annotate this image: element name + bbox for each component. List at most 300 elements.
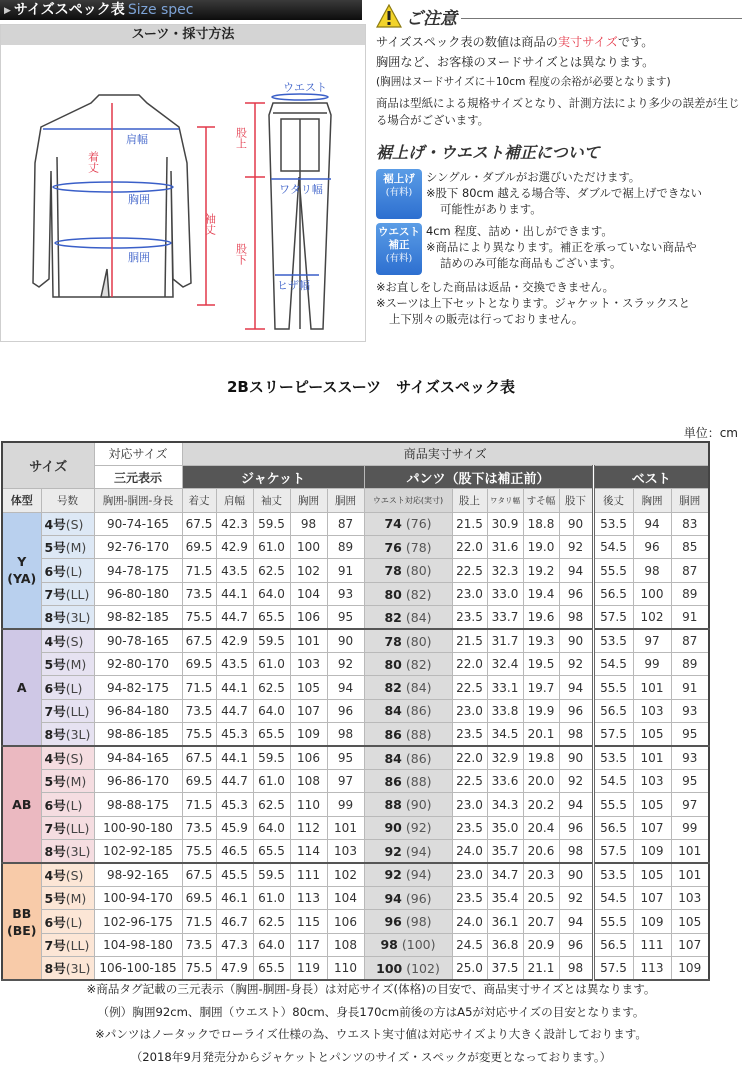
- pants-hem-cell: 19.7: [523, 676, 559, 699]
- vest-length-cell: 55.5: [593, 793, 633, 816]
- table-row: [2, 559, 709, 582]
- table-row: [2, 606, 709, 629]
- pants-thigh-cell: 35.7: [487, 840, 523, 863]
- pants-rise-cell: 23.0: [452, 793, 487, 816]
- pants-waist-cell: 92 (94): [364, 840, 452, 863]
- vest-chest-cell: 94: [633, 512, 671, 535]
- jacket-shoulder-cell: 44.1: [216, 746, 253, 769]
- vest-chest-cell: 109: [633, 910, 671, 933]
- jacket-sleeve-cell: 61.0: [253, 769, 290, 792]
- vest-length-cell: 57.5: [593, 606, 633, 629]
- jacket-chest-cell: 119: [290, 957, 327, 980]
- size-number-cell: 6号(L): [41, 676, 94, 699]
- jacket-length-cell: 73.5: [182, 699, 216, 722]
- jacket-chest-cell: 106: [290, 606, 327, 629]
- jacket-length-cell: 67.5: [182, 512, 216, 535]
- jacket-shoulder-cell: 44.7: [216, 769, 253, 792]
- pants-waist-cell: 76 (78): [364, 536, 452, 559]
- pants-inseam-cell: 90: [559, 512, 593, 535]
- jacket-shoulder-cell: 44.7: [216, 699, 253, 722]
- jacket-length-cell: 75.5: [182, 606, 216, 629]
- jacket-length-cell: 69.5: [182, 886, 216, 909]
- section-header: [0, 0, 362, 20]
- size-number-cell: 4号(S): [41, 746, 94, 769]
- pants-rise-cell: 22.5: [452, 676, 487, 699]
- waist-text: 4cm 程度、詰め・出しができます。 ※商品により異なります。補正を承っていない商品や 詰めのみ可能な商品もございます。: [426, 224, 697, 270]
- vest-chest-cell: 103: [633, 699, 671, 722]
- vest-length-cell: 57.5: [593, 723, 633, 746]
- jacket-sleeve-cell: 61.0: [253, 536, 290, 559]
- table-row: [2, 512, 709, 535]
- pants-inseam-cell: 98: [559, 957, 593, 980]
- jacket-waist-cell: 104: [327, 886, 364, 909]
- alteration-title: 裾上げ・ウエスト補正について: [376, 143, 600, 162]
- jacket-waist-cell: 95: [327, 746, 364, 769]
- three-dim-cell: 104-98-180: [94, 933, 182, 956]
- vest-waist-cell: 97: [671, 793, 709, 816]
- jacket-waist-cell: 99: [327, 793, 364, 816]
- pants-hem-cell: 19.0: [523, 536, 559, 559]
- jacket-shoulder-cell: 45.5: [216, 863, 253, 886]
- vest-length-cell: 54.5: [593, 653, 633, 676]
- label-chest: 胸囲: [128, 193, 150, 206]
- pants-rise-cell: 23.0: [452, 582, 487, 605]
- pants-inseam-cell: 92: [559, 886, 593, 909]
- jacket-length-cell: 73.5: [182, 933, 216, 956]
- jacket-chest-cell: 109: [290, 723, 327, 746]
- pants-waist-cell: 82 (84): [364, 606, 452, 629]
- jacket-length-cell: 69.5: [182, 769, 216, 792]
- measurement-guide: [0, 24, 366, 342]
- jacket-length-cell: 71.5: [182, 793, 216, 816]
- pants-hem-cell: 20.0: [523, 769, 559, 792]
- table-row: [2, 769, 709, 792]
- jacket-sleeve-cell: 64.0: [253, 933, 290, 956]
- header-chest-waist-height: 胸囲-胴囲-身長: [94, 489, 182, 512]
- header-actual: 商品実寸サイズ: [182, 442, 709, 465]
- vest-length-cell: 56.5: [593, 699, 633, 722]
- vest-waist-cell: 83: [671, 512, 709, 535]
- pants-inseam-cell: 96: [559, 699, 593, 722]
- size-number-cell: 5号(M): [41, 886, 94, 909]
- three-dim-cell: 102-96-175: [94, 910, 182, 933]
- hem-alteration: [376, 169, 742, 219]
- note-2: （例）胸囲92cm、胴囲（ウエスト）80cm、身長170cm前後の方はA5が対応サイズの目安となります。: [97, 1004, 645, 1019]
- size-number-cell: 5号(M): [41, 653, 94, 676]
- jacket-waist-cell: 96: [327, 699, 364, 722]
- vest-chest-cell: 113: [633, 957, 671, 980]
- pants-hem-cell: 19.5: [523, 653, 559, 676]
- jacket-shoulder-cell: 43.5: [216, 559, 253, 582]
- table-row: [2, 933, 709, 956]
- vest-waist-cell: 95: [671, 723, 709, 746]
- header-jacket: ジャケット: [182, 465, 364, 488]
- jacket-chest-cell: 98: [290, 512, 327, 535]
- jacket-sleeve-cell: 59.5: [253, 512, 290, 535]
- jacket-length-cell: 71.5: [182, 559, 216, 582]
- jacket-sleeve-cell: 62.5: [253, 676, 290, 699]
- hem-text: シングル・ダブルがお選びいただけます。 ※股下 80cm 越える場合等、ダブルで裾上げできない 可能性があります。: [426, 170, 702, 216]
- waist-alteration: [376, 223, 742, 275]
- jacket-sleeve-cell: 61.0: [253, 653, 290, 676]
- vest-length-cell: 53.5: [593, 746, 633, 769]
- size-number-cell: 7号(LL): [41, 816, 94, 839]
- three-dim-cell: 96-86-170: [94, 769, 182, 792]
- vest-chest-cell: 97: [633, 629, 671, 652]
- jacket-chest-cell: 108: [290, 769, 327, 792]
- jacket-chest-cell: 117: [290, 933, 327, 956]
- three-dim-cell: 106-100-185: [94, 957, 182, 980]
- jacket-chest-cell: 113: [290, 886, 327, 909]
- pants-hem-cell: 19.8: [523, 746, 559, 769]
- vest-waist-cell: 89: [671, 653, 709, 676]
- vest-chest-cell: 101: [633, 676, 671, 699]
- jacket-chest-cell: 114: [290, 840, 327, 863]
- three-dim-cell: 100-90-180: [94, 816, 182, 839]
- vest-length-cell: 54.5: [593, 886, 633, 909]
- vest-length-cell: 55.5: [593, 676, 633, 699]
- vest-waist-cell: 109: [671, 957, 709, 980]
- three-dim-cell: 90-78-165: [94, 629, 182, 652]
- pants-rise-cell: 22.0: [452, 536, 487, 559]
- jacket-waist-cell: 90: [327, 629, 364, 652]
- notice-footnotes: ※お直しをした商品は返品・交換できません。 ※スーツは上下セットとなります。ジャケット・スラックスと 上下別々の販売は行っておりません。: [376, 280, 691, 326]
- pants-inseam-cell: 98: [559, 723, 593, 746]
- jacket-length-cell: 75.5: [182, 723, 216, 746]
- pants-hem-cell: 19.4: [523, 582, 559, 605]
- vest-length-cell: 56.5: [593, 816, 633, 839]
- three-dim-cell: 98-82-185: [94, 606, 182, 629]
- pants-hem-cell: 19.2: [523, 559, 559, 582]
- three-dim-cell: 102-92-185: [94, 840, 182, 863]
- label-length: 着丈: [86, 151, 100, 173]
- pants-inseam-cell: 96: [559, 816, 593, 839]
- jacket-shoulder-cell: 47.3: [216, 933, 253, 956]
- pants-inseam-cell: 90: [559, 863, 593, 886]
- pants-thigh-cell: 31.7: [487, 629, 523, 652]
- jacket-chest-cell: 106: [290, 746, 327, 769]
- pants-inseam-cell: 94: [559, 559, 593, 582]
- header-pants: パンツ（股下は補正前）: [364, 465, 593, 488]
- pants-rise-cell: 24.5: [452, 933, 487, 956]
- jacket-waist-cell: 102: [327, 863, 364, 886]
- vest-length-cell: 56.5: [593, 933, 633, 956]
- pants-waist-cell: 96 (98): [364, 910, 452, 933]
- pants-rise-cell: 22.0: [452, 653, 487, 676]
- jacket-shoulder-cell: 44.1: [216, 582, 253, 605]
- vest-waist-cell: 101: [671, 840, 709, 863]
- pants-thigh-cell: 34.7: [487, 863, 523, 886]
- vest-waist-cell: 103: [671, 886, 709, 909]
- hem-badge: 裾上げ (有料): [376, 169, 422, 219]
- jacket-waist-cell: 92: [327, 653, 364, 676]
- header-vest-waist: 胴囲: [671, 489, 709, 512]
- size-number-cell: 6号(L): [41, 793, 94, 816]
- three-dim-cell: 94-82-175: [94, 676, 182, 699]
- pants-rise-cell: 22.0: [452, 746, 487, 769]
- header-pants-thigh: ワタリ幅: [487, 489, 523, 512]
- jacket-length-cell: 71.5: [182, 910, 216, 933]
- pants-inseam-cell: 92: [559, 536, 593, 559]
- three-dim-cell: 98-92-165: [94, 863, 182, 886]
- jacket-shoulder-cell: 46.5: [216, 840, 253, 863]
- three-dim-cell: 98-86-185: [94, 723, 182, 746]
- note-1: ※商品タグ記載の三元表示（胸囲-胴囲-身長）は対応サイズ(体格)の目安で、商品実寸サイズとは異なります。: [86, 982, 656, 996]
- vest-waist-cell: 87: [671, 629, 709, 652]
- pants-thigh-cell: 32.3: [487, 559, 523, 582]
- jacket-shoulder-cell: 42.3: [216, 512, 253, 535]
- header-type: 体型: [2, 489, 41, 512]
- header-pants-rise: 股上: [452, 489, 487, 512]
- jacket-shoulder-cell: 45.3: [216, 723, 253, 746]
- jacket-sleeve-cell: 62.5: [253, 793, 290, 816]
- pants-hem-cell: 18.8: [523, 512, 559, 535]
- three-dim-cell: 94-84-165: [94, 746, 182, 769]
- jacket-sleeve-cell: 65.5: [253, 723, 290, 746]
- pants-rise-cell: 23.5: [452, 606, 487, 629]
- pants-drawing-icon: [269, 103, 331, 329]
- table-row: [2, 840, 709, 863]
- vest-chest-cell: 102: [633, 606, 671, 629]
- pants-rise-cell: 23.0: [452, 863, 487, 886]
- vest-waist-cell: 107: [671, 933, 709, 956]
- jacket-shoulder-cell: 47.9: [216, 957, 253, 980]
- jacket-shoulder-cell: 44.1: [216, 676, 253, 699]
- pants-hem-cell: 20.1: [523, 723, 559, 746]
- header-number: 号数: [41, 489, 94, 512]
- pants-rise-cell: 21.5: [452, 629, 487, 652]
- size-number-cell: 4号(S): [41, 863, 94, 886]
- three-dim-cell: 90-74-165: [94, 512, 182, 535]
- notice-line-2: 胸囲など、お客様のヌードサイズとは異なります。: [376, 55, 655, 69]
- jacket-chest-cell: 111: [290, 863, 327, 886]
- vest-waist-cell: 89: [671, 582, 709, 605]
- vest-waist-cell: 93: [671, 746, 709, 769]
- table-row: [2, 910, 709, 933]
- pants-rise-cell: 22.5: [452, 769, 487, 792]
- pants-hem-cell: 20.6: [523, 840, 559, 863]
- pants-hem-cell: 21.1: [523, 957, 559, 980]
- divider: [461, 18, 742, 19]
- pants-hem-cell: 20.3: [523, 863, 559, 886]
- bottom-notes: [0, 978, 742, 1068]
- pants-inseam-cell: 92: [559, 653, 593, 676]
- table-row: [2, 746, 709, 769]
- table-row: [2, 536, 709, 559]
- jacket-waist-cell: 97: [327, 769, 364, 792]
- table-row: [2, 629, 709, 652]
- jacket-sleeve-cell: 59.5: [253, 629, 290, 652]
- warning-icon: [376, 4, 402, 28]
- size-number-cell: 6号(L): [41, 559, 94, 582]
- vest-length-cell: 54.5: [593, 536, 633, 559]
- vest-chest-cell: 105: [633, 723, 671, 746]
- vest-length-cell: 57.5: [593, 840, 633, 863]
- jacket-waist-cell: 98: [327, 723, 364, 746]
- pants-waist-cell: 80 (82): [364, 653, 452, 676]
- jacket-sleeve-cell: 65.5: [253, 957, 290, 980]
- pants-rise-cell: 23.5: [452, 816, 487, 839]
- jacket-shoulder-cell: 42.9: [216, 536, 253, 559]
- vest-length-cell: 56.5: [593, 582, 633, 605]
- pants-rise-cell: 23.0: [452, 699, 487, 722]
- notice-header: [376, 0, 742, 32]
- vest-length-cell: 54.5: [593, 769, 633, 792]
- jacket-sleeve-cell: 64.0: [253, 699, 290, 722]
- pants-inseam-cell: 90: [559, 629, 593, 652]
- pants-rise-cell: 24.0: [452, 910, 487, 933]
- jacket-chest-cell: 107: [290, 699, 327, 722]
- jacket-waist-cell: 103: [327, 840, 364, 863]
- jacket-chest-cell: 104: [290, 582, 327, 605]
- jacket-sleeve-cell: 62.5: [253, 910, 290, 933]
- vest-length-cell: 55.5: [593, 910, 633, 933]
- label-sleeve: 袖丈: [203, 213, 217, 235]
- size-number-cell: 6号(L): [41, 910, 94, 933]
- pants-thigh-cell: 36.1: [487, 910, 523, 933]
- jacket-length-cell: 75.5: [182, 957, 216, 980]
- header-vest-chest: 胸囲: [633, 489, 671, 512]
- jacket-waist-cell: 106: [327, 910, 364, 933]
- pants-rise-cell: 23.5: [452, 723, 487, 746]
- pants-thigh-cell: 33.1: [487, 676, 523, 699]
- size-number-cell: 5号(M): [41, 769, 94, 792]
- size-number-cell: 8号(3L): [41, 840, 94, 863]
- jacket-sleeve-cell: 61.0: [253, 886, 290, 909]
- pants-waist-cell: 84 (86): [364, 699, 452, 722]
- table-row: [2, 723, 709, 746]
- pants-inseam-cell: 96: [559, 933, 593, 956]
- pants-inseam-cell: 94: [559, 676, 593, 699]
- jacket-chest-cell: 110: [290, 793, 327, 816]
- jacket-waist-cell: 91: [327, 559, 364, 582]
- pants-waist-cell: 98 (100): [364, 933, 452, 956]
- header-jacket-sleeve: 袖丈: [253, 489, 290, 512]
- label-inseam: 股下: [234, 243, 248, 265]
- three-dim-cell: 94-78-175: [94, 559, 182, 582]
- header-jacket-shoulder: 肩幅: [216, 489, 253, 512]
- vest-waist-cell: 85: [671, 536, 709, 559]
- label-knee: ヒザ幅: [277, 279, 310, 292]
- actual-size-highlight: 実寸サイズ: [557, 35, 618, 49]
- pants-waist-cell: 100 (102): [364, 957, 452, 980]
- pants-thigh-cell: 36.8: [487, 933, 523, 956]
- note-3: ※パンツはノータックでローライズ仕様の為、ウエスト実寸値は対応サイズより大きく設計しております。: [95, 1027, 647, 1042]
- vest-length-cell: 53.5: [593, 863, 633, 886]
- jacket-shoulder-cell: 43.5: [216, 653, 253, 676]
- pants-waist-cell: 94 (96): [364, 886, 452, 909]
- size-number-cell: 4号(S): [41, 512, 94, 535]
- pants-thigh-cell: 34.3: [487, 793, 523, 816]
- three-dim-cell: 92-76-170: [94, 536, 182, 559]
- pants-waist-cell: 74 (76): [364, 512, 452, 535]
- measurement-guide-title: スーツ・採寸方法: [1, 25, 365, 45]
- jacket-chest-cell: 102: [290, 559, 327, 582]
- pants-waist-cell: 86 (88): [364, 769, 452, 792]
- pants-hem-cell: 20.5: [523, 886, 559, 909]
- jacket-length-cell: 67.5: [182, 746, 216, 769]
- pants-waist-cell: 78 (80): [364, 629, 452, 652]
- jacket-length-cell: 69.5: [182, 536, 216, 559]
- jacket-sleeve-cell: 64.0: [253, 816, 290, 839]
- jacket-shoulder-cell: 46.1: [216, 886, 253, 909]
- pants-rise-cell: 25.0: [452, 957, 487, 980]
- jacket-shoulder-cell: 44.7: [216, 606, 253, 629]
- jacket-shoulder-cell: 45.9: [216, 816, 253, 839]
- three-dim-cell: 100-94-170: [94, 886, 182, 909]
- jacket-waist-cell: 87: [327, 512, 364, 535]
- pants-rise-cell: 24.0: [452, 840, 487, 863]
- jacket-waist-cell: 94: [327, 676, 364, 699]
- pants-waist-cell: 86 (88): [364, 723, 452, 746]
- pants-thigh-cell: 33.6: [487, 769, 523, 792]
- pants-hem-cell: 19.6: [523, 606, 559, 629]
- suit-diagram: [1, 47, 365, 341]
- three-dim-cell: 98-88-175: [94, 793, 182, 816]
- size-number-cell: 5号(M): [41, 536, 94, 559]
- size-number-cell: 4号(S): [41, 629, 94, 652]
- table-row: [2, 816, 709, 839]
- pants-inseam-cell: 94: [559, 793, 593, 816]
- pants-thigh-cell: 32.4: [487, 653, 523, 676]
- jacket-length-cell: 67.5: [182, 863, 216, 886]
- vest-chest-cell: 98: [633, 559, 671, 582]
- vest-chest-cell: 107: [633, 816, 671, 839]
- pants-inseam-cell: 90: [559, 746, 593, 769]
- vest-waist-cell: 91: [671, 606, 709, 629]
- jacket-chest-cell: 101: [290, 629, 327, 652]
- jacket-length-cell: 75.5: [182, 840, 216, 863]
- vest-chest-cell: 100: [633, 582, 671, 605]
- pants-hem-cell: 20.7: [523, 910, 559, 933]
- table-row: [2, 699, 709, 722]
- body-type-cell: Y (YA): [2, 512, 41, 629]
- table-row: [2, 886, 709, 909]
- vest-length-cell: 55.5: [593, 559, 633, 582]
- vest-waist-cell: 101: [671, 863, 709, 886]
- jacket-sleeve-cell: 64.0: [253, 582, 290, 605]
- unit-label: 単位：cm: [683, 426, 738, 440]
- jacket-chest-cell: 105: [290, 676, 327, 699]
- vest-chest-cell: 99: [633, 653, 671, 676]
- size-number-cell: 7号(LL): [41, 933, 94, 956]
- vest-chest-cell: 107: [633, 886, 671, 909]
- triangle-right-icon: ▶: [4, 6, 11, 16]
- header-vest: ベスト: [593, 465, 709, 488]
- header-vest-length: 後丈: [593, 489, 633, 512]
- table-row: [2, 582, 709, 605]
- jacket-length-cell: 73.5: [182, 582, 216, 605]
- jacket-shoulder-cell: 45.3: [216, 793, 253, 816]
- note-4: （2018年9月発売分からジャケットとパンツのサイズ・スペックが変更となっております。）: [130, 1049, 612, 1064]
- notice-line-3: (胸囲はヌードサイズに＋10cm 程度の余裕が必要となります): [376, 76, 671, 88]
- jacket-waist-cell: 110: [327, 957, 364, 980]
- pants-inseam-cell: 94: [559, 910, 593, 933]
- pants-inseam-cell: 96: [559, 582, 593, 605]
- pants-thigh-cell: 33.0: [487, 582, 523, 605]
- header-three-dim: 三元表示: [94, 465, 182, 488]
- three-dim-cell: 96-80-180: [94, 582, 182, 605]
- three-dim-cell: 96-84-180: [94, 699, 182, 722]
- table-row: [2, 653, 709, 676]
- table-row: [2, 957, 709, 980]
- pants-waist-cell: 78 (80): [364, 559, 452, 582]
- vest-chest-cell: 105: [633, 863, 671, 886]
- pants-waist-cell: 84 (86): [364, 746, 452, 769]
- jacket-length-cell: 73.5: [182, 816, 216, 839]
- label-rise: 股上: [234, 127, 248, 149]
- size-number-cell: 7号(LL): [41, 582, 94, 605]
